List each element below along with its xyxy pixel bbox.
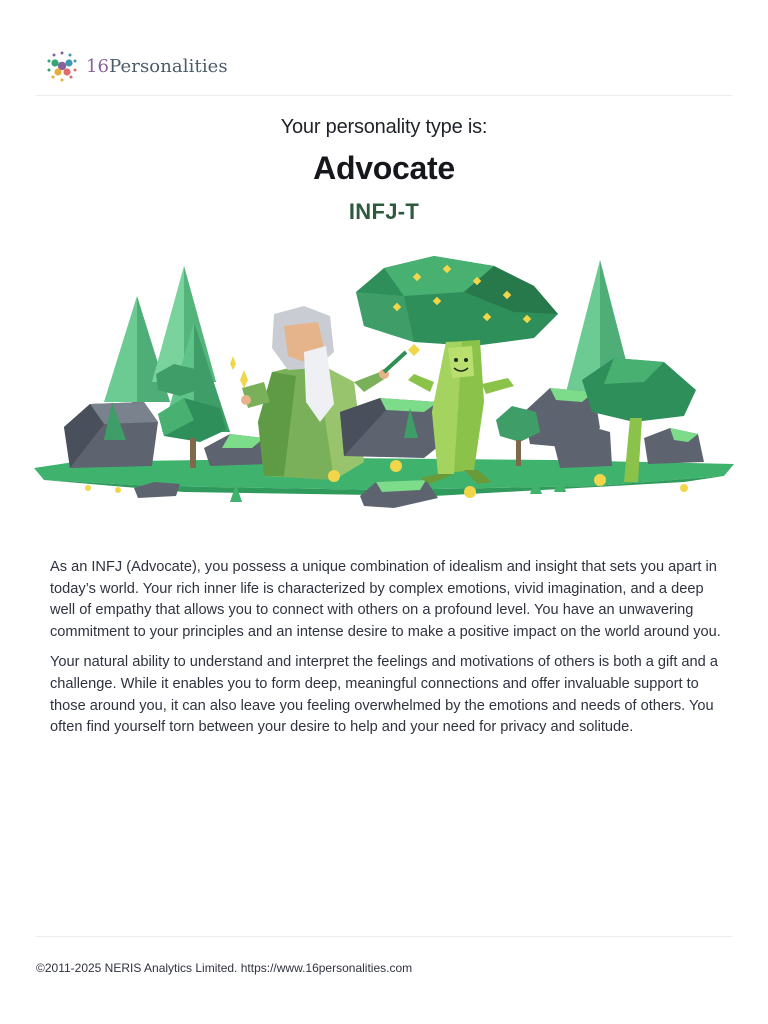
footer-divider — [36, 936, 732, 937]
description-paragraph: As an INFJ (Advocate), you possess a unique combination of idealism and insight that sets you apart in today’s world. Your rich inner life is characterized by complex emotions, vivid imagination, and a deep well of empathy that allows you to connect with others on a profound level. You have an unwavering commitment to your principles and an intense desire to make a positive impact on the world around you. — [50, 559, 721, 640]
result-subtitle: Your personality type is: — [280, 116, 488, 138]
personality-type-code: INFJ-T — [348, 199, 420, 224]
brand-number: 16 — [86, 55, 110, 77]
logo-dots-icon — [44, 48, 80, 84]
page-header — [36, 44, 732, 96]
brand-wordmark — [86, 56, 228, 77]
type-description — [50, 557, 726, 748]
footer-copyright: ©2011-2025 NERIS Analytics Limited. https://www.16personalities.com — [36, 961, 413, 975]
personality-type-name: Advocate — [313, 150, 455, 186]
brand-logo[interactable] — [44, 46, 264, 86]
brand-name: Personalities — [109, 55, 228, 77]
description-paragraph: Your natural ability to understand and interpret the feelings and motivations of others is both a gift and a challenge. While it enables you to form deep, meaningful connections and offer invaluable support to those around you, it can also leave you feeling overwhelmed by the emotions and needs of others. You often find yourself torn between your desire to help and your need for privacy and solitude. — [50, 654, 718, 736]
advocate-illustration — [34, 252, 734, 514]
